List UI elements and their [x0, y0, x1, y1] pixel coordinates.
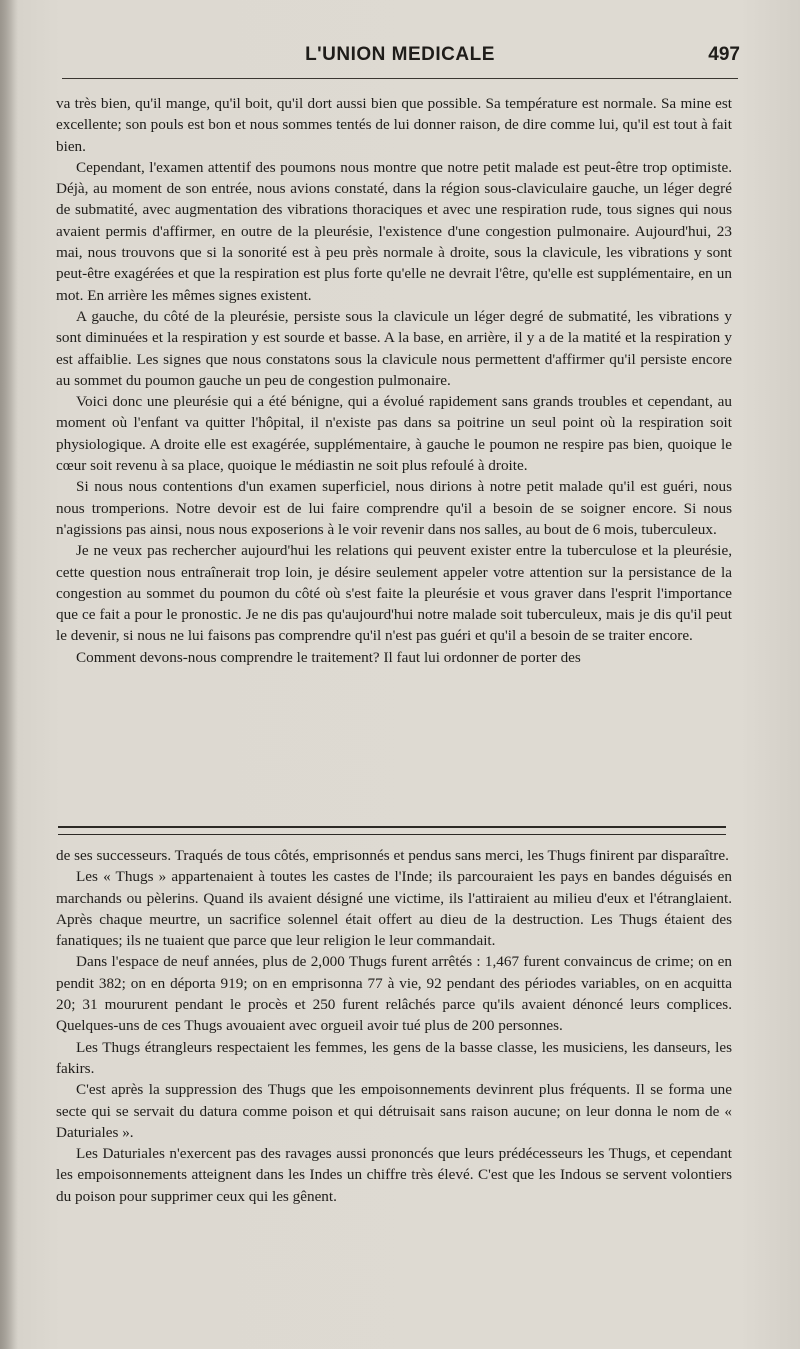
- paragraph: Cependant, l'examen attentif des poumons nous montre que notre petit malade est peut-être trop optimiste. Déjà, au moment de son entrée, nous avions constaté, dans la région sous-claviculaire gauche, un léger degré de submatité, avec augmentation des vibrations thoraciques et avec une respiration rude, tous signes qui nous avaient permis d'affirmer, en outre de la pleurésie, l'existence d'une congestion pulmonaire. Aujourd'hui, 23 mai, nous trouvons que si la sonorité est à peu près normale à droite, sous la clavicule, les vibrations y sont peut-être exagérées et que la respiration est plus forte qu'elle ne devrait l'être, qu'elle est supplémentaire, en un mot. En arrière les mêmes signes existent.: [56, 158, 732, 304]
- paragraph: Comment devons-nous comprendre le traitement? Il faut lui ordonner de porter des: [76, 648, 581, 666]
- section-separator: [58, 826, 726, 835]
- paragraph: Dans l'espace de neuf années, plus de 2,000 Thugs furent arrêtés : 1,467 furent convaincus de crime; on en pendit 382; on en déporta 919; on en emprisonna 77 à vie, 92 pendant des périodes variables, on en acquitta 20; 31 moururent pendant le procès et 250 furent relâchés parce qu'ils avaient dénoncé leurs complices. Quelques-uns de ces Thugs avouaient avec orgueil avoir tué plus de 200 personnes.: [56, 953, 732, 1035]
- article-top: [56, 93, 732, 668]
- running-head: L'UNION MEDICALE: [305, 44, 495, 65]
- paragraph: Voici donc une pleurésie qui a été bénigne, qui a évolué rapidement sans grands troubles et cependant, au moment où l'enfant va quitter l'hôpital, il n'existe pas dans sa poitrine un seul point où la respiration soit physiologique. A droite elle est exagérée, supplémentaire, à gauche le poumon ne respire pas bien, quoique le cœur soit revenu à sa place, quoique le médiastin ne soit plus refoulé à droite.: [56, 393, 732, 475]
- paragraph: A gauche, du côté de la pleurésie, persiste sous la clavicule un léger degré de submatité, les vibrations y sont diminuées et la respiration y est sourde et basse. A la base, en arrière, il y a de la matité et la respiration y est affaiblie. Les signes que nous constatons sous la clavicule nous permettent d'affirmer qu'il persiste encore au sommet du poumon gauche un peu de congestion pulmonaire.: [56, 307, 732, 389]
- header-rule: [62, 78, 738, 79]
- paragraph: C'est après la suppression des Thugs que les empoisonnements devinrent plus fréquents. Il se forma une secte qui se servait du datura comme poison et qui détruisait sans raison aucune; on leur donna le nom de « Daturiales ».: [56, 1081, 732, 1141]
- paragraph: va très bien, qu'il mange, qu'il boit, qu'il dort aussi bien que possible. Sa température est normale. Sa mine est excellente; son pouls est bon et nous sommes tentés de lui donner raison, de dire comme lui, qu'il est tout à fait bien.: [56, 95, 732, 155]
- paragraph: Je ne veux pas rechercher aujourd'hui les relations qui peuvent exister entre la tuberculose et la pleurésie, cette question nous entraînerait trop loin, je désire seulement appeler votre attention sur la persistance de la congestion au sommet du poumon du côté où s'est faite la pleurésie et vous graver dans l'esprit l'importance que ce fait a pour le pronostic. Je ne dis pas qu'aujourd'hui notre malade soit tuberculeux, mais je dis qu'il peut le devenir, si nous ne lui faisons pas comprendre qu'il n'est pas guéri et qu'il a besoin de se traiter encore.: [56, 542, 732, 645]
- article-bottom: [56, 845, 732, 1207]
- page-number: 497: [708, 44, 740, 65]
- paragraph: Si nous nous contentions d'un examen superficiel, nous dirions à notre petit malade qu'il est guéri, nous nous tromperions. Notre devoir est de lui faire comprendre qu'il a besoin de se soigner encore. Si nous n'agissions pas ainsi, nous nous exposerions à le voir revenir dans nos salles, au bout de 6 mois, tuberculeux.: [56, 478, 732, 538]
- paragraph: Les « Thugs » appartenaient à toutes les castes de l'Inde; ils parcouraient les pays en bandes déguisés en marchands ou pèlerins. Quand ils avaient désigné une victime, ils l'attiraient au milieu d'eux et l'étranglaient. Après chaque meurtre, un sacrifice solennel était offert au dieu de la destruction. Les Thugs étaient des fanatiques; ils ne tuaient que parce que leur religion le leur commandait.: [56, 868, 732, 950]
- page-header: [60, 44, 740, 70]
- paragraph: de ses successeurs. Traqués de tous côtés, emprisonnés et pendus sans merci, les Thugs finirent par disparaître.: [56, 847, 729, 864]
- paragraph: Les Daturiales n'exercent pas des ravages aussi prononcés que leurs prédécesseurs les Thugs, et cependant les empoisonnements atteignent dans les Indes un chiffre très élevé. C'est que les Indous se servent volontiers du poison pour supprimer ceux qui les gênent.: [56, 1145, 732, 1205]
- paragraph: Les Thugs étrangleurs respectaient les femmes, les gens de la basse classe, les musiciens, les danseurs, les fakirs.: [56, 1038, 732, 1077]
- binding-shadow: [0, 0, 18, 1349]
